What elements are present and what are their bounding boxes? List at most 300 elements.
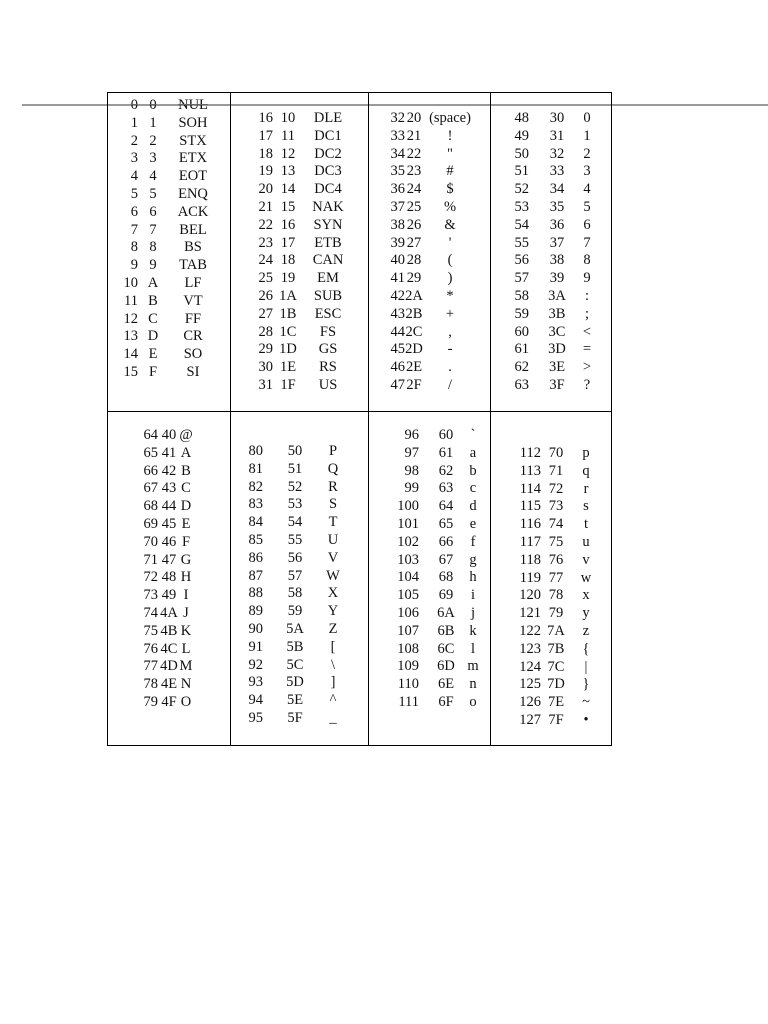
hex-value: 16 xyxy=(280,216,296,233)
decimal-value: 54 xyxy=(514,216,529,233)
table-row xyxy=(108,445,230,463)
decimal-value: 126 xyxy=(519,694,541,711)
cell-control-0-15 xyxy=(108,97,230,382)
hex-value: 31 xyxy=(549,127,565,144)
table-row xyxy=(491,235,613,253)
hex-value: 35 xyxy=(549,198,565,215)
table-row xyxy=(108,498,230,516)
decimal-value: 110 xyxy=(397,676,419,693)
decimal-value: 69 xyxy=(143,515,158,532)
table-row xyxy=(231,568,368,586)
decimal-value: 50 xyxy=(514,145,529,162)
hex-value: 0 xyxy=(149,97,157,113)
table-row xyxy=(491,146,613,164)
decimal-value: 84 xyxy=(248,514,263,531)
table-row xyxy=(491,252,613,270)
decimal-value: 53 xyxy=(514,198,529,215)
decimal-value: 14 xyxy=(123,346,138,363)
decimal-value: 44 xyxy=(390,323,405,340)
character-value: ~ xyxy=(582,694,590,711)
table-row xyxy=(108,694,230,712)
decimal-value: 100 xyxy=(397,498,419,515)
table-row xyxy=(369,288,490,306)
hex-value: 79 xyxy=(548,605,564,622)
decimal-value: 23 xyxy=(258,234,273,251)
character-value: " xyxy=(447,145,453,162)
cell-lower-96-111 xyxy=(369,427,490,712)
table-row xyxy=(369,694,490,712)
decimal-value: 91 xyxy=(248,638,263,655)
decimal-value: 26 xyxy=(258,287,273,304)
hex-value: 68 xyxy=(438,569,454,586)
hex-value: 8 xyxy=(149,239,157,256)
hex-value: 4E xyxy=(160,676,178,693)
character-value: BEL xyxy=(179,221,207,238)
hex-value: 36 xyxy=(549,216,565,233)
table-row xyxy=(491,534,613,552)
character-value: H xyxy=(180,569,192,586)
decimal-value: 35 xyxy=(390,163,405,180)
table-row xyxy=(369,181,490,199)
hex-value: 25 xyxy=(406,198,422,215)
table-row xyxy=(108,516,230,534)
character-value: . xyxy=(448,359,452,376)
hex-value: 3F xyxy=(549,376,565,393)
decimal-value: 60 xyxy=(514,323,529,340)
character-value: ETX xyxy=(178,150,208,167)
character-value: p xyxy=(582,445,590,461)
table-row xyxy=(231,341,368,359)
hex-value: 6C xyxy=(437,640,455,657)
decimal-value: 15 xyxy=(123,363,138,380)
character-value: K xyxy=(180,622,192,639)
decimal-value: 118 xyxy=(519,551,541,568)
character-value: ETB xyxy=(314,234,342,251)
hex-value: 17 xyxy=(280,234,296,251)
character-value: o xyxy=(469,693,477,710)
decimal-value: 56 xyxy=(514,252,529,269)
decimal-value: 104 xyxy=(397,569,419,586)
character-value: < xyxy=(582,323,592,340)
character-value: O xyxy=(180,693,192,710)
table-row xyxy=(369,359,490,377)
hex-value: 5F xyxy=(287,709,303,726)
table-row xyxy=(231,235,368,253)
decimal-value: 62 xyxy=(514,359,529,376)
character-value: v xyxy=(582,551,590,568)
table-row xyxy=(231,377,368,395)
decimal-value: 38 xyxy=(390,216,405,233)
table-row xyxy=(231,199,368,217)
hex-value: A xyxy=(147,274,159,291)
character-value: s xyxy=(583,498,589,515)
character-value: A xyxy=(180,444,192,461)
character-value: u xyxy=(582,533,590,550)
decimal-value: 13 xyxy=(123,328,138,345)
decimal-value: 88 xyxy=(248,585,263,602)
hex-value: 44 xyxy=(161,498,177,515)
table-row xyxy=(491,587,613,605)
cell-control-16-31 xyxy=(231,110,368,395)
decimal-value: 58 xyxy=(514,287,529,304)
character-value: ESC xyxy=(314,305,342,322)
character-value: SYN xyxy=(313,216,343,233)
hex-value: 21 xyxy=(406,127,422,144)
decimal-value: 99 xyxy=(404,480,419,497)
table-row xyxy=(369,341,490,359)
decimal-value: 0 xyxy=(130,97,138,113)
hex-value: E xyxy=(148,346,158,363)
decimal-value: 10 xyxy=(123,274,138,291)
decimal-value: 125 xyxy=(519,676,541,693)
decimal-value: 119 xyxy=(519,569,541,586)
table-row xyxy=(231,479,368,497)
decimal-value: 89 xyxy=(248,603,263,620)
hex-value: 7 xyxy=(149,221,157,238)
character-value: r xyxy=(583,480,589,497)
hex-value: 34 xyxy=(549,181,565,198)
hex-value: 63 xyxy=(438,480,454,497)
table-row xyxy=(231,550,368,568)
decimal-value: 124 xyxy=(519,658,541,675)
character-value: = xyxy=(582,341,592,358)
character-value: X xyxy=(327,585,339,602)
decimal-value: 66 xyxy=(143,462,158,479)
hex-value: 61 xyxy=(438,444,454,461)
character-value: t xyxy=(583,516,589,533)
table-row xyxy=(231,710,368,728)
table-row xyxy=(369,552,490,570)
hex-value: 5A xyxy=(286,620,304,637)
table-row xyxy=(231,532,368,550)
decimal-value: 93 xyxy=(248,674,263,691)
character-value: SO xyxy=(183,346,203,363)
table-row xyxy=(108,133,230,151)
hex-value: 48 xyxy=(161,569,177,586)
table-row xyxy=(491,199,613,217)
table-row xyxy=(369,623,490,641)
table-row xyxy=(231,324,368,342)
character-value: S xyxy=(328,496,338,513)
decimal-value: 19 xyxy=(258,163,273,180)
character-value: NUL xyxy=(178,97,208,113)
table-row xyxy=(108,552,230,570)
character-value: 0 xyxy=(583,110,591,126)
table-row xyxy=(369,516,490,534)
table-row xyxy=(231,443,368,461)
character-value: \ xyxy=(330,656,336,673)
decimal-value: 8 xyxy=(130,239,138,256)
hex-value: 20 xyxy=(406,110,422,126)
decimal-value: 63 xyxy=(514,376,529,393)
table-row xyxy=(231,692,368,710)
hex-value: 19 xyxy=(280,270,296,287)
hex-value: 3 xyxy=(149,150,157,167)
table-row xyxy=(108,97,230,115)
hex-value: 56 xyxy=(287,549,303,566)
decimal-value: 2 xyxy=(130,132,138,149)
hex-value: 7A xyxy=(547,622,565,639)
hex-value: D xyxy=(147,328,159,345)
hex-value: B xyxy=(148,292,158,309)
hex-value: 41 xyxy=(161,444,177,461)
character-value: ENQ xyxy=(178,185,208,202)
hex-value: 3E xyxy=(548,359,566,376)
hex-value: 3A xyxy=(548,287,566,304)
table-row xyxy=(108,150,230,168)
character-value: SI xyxy=(186,363,200,380)
hex-value: 32 xyxy=(549,145,565,162)
decimal-value: 74 xyxy=(143,604,158,621)
decimal-value: 92 xyxy=(248,656,263,673)
table-row xyxy=(369,427,490,445)
character-value: l xyxy=(470,640,476,657)
table-row xyxy=(369,498,490,516)
character-value: 4 xyxy=(583,181,591,198)
table-row xyxy=(231,585,368,603)
decimal-value: 22 xyxy=(258,216,273,233)
decimal-value: 70 xyxy=(143,533,158,550)
hex-value: 58 xyxy=(287,585,303,602)
table-row xyxy=(108,168,230,186)
character-value: q xyxy=(582,462,590,479)
hex-value: 57 xyxy=(287,567,303,584)
table-row xyxy=(369,270,490,288)
character-value: NAK xyxy=(312,198,344,215)
table-row xyxy=(491,359,613,377)
table-row xyxy=(108,311,230,329)
table-row xyxy=(491,516,613,534)
decimal-value: 85 xyxy=(248,531,263,548)
decimal-value: 27 xyxy=(258,305,273,322)
character-value: z xyxy=(582,622,590,639)
character-value: y xyxy=(582,605,590,622)
table-row xyxy=(369,306,490,324)
table-row xyxy=(369,324,490,342)
character-value: % xyxy=(443,198,457,215)
decimal-value: 90 xyxy=(248,620,263,637)
hex-value: 3C xyxy=(548,323,566,340)
hex-value: 6A xyxy=(437,604,455,621)
character-value: g xyxy=(469,551,477,568)
hex-value: 2E xyxy=(405,359,423,376)
table-row xyxy=(108,480,230,498)
hex-value: 2 xyxy=(149,132,157,149)
hex-value: 65 xyxy=(438,515,454,532)
hex-value: 72 xyxy=(548,480,564,497)
hex-value: 54 xyxy=(287,514,303,531)
hex-value: 59 xyxy=(287,603,303,620)
table-row xyxy=(491,128,613,146)
table-row xyxy=(231,496,368,514)
table-row xyxy=(369,163,490,181)
decimal-value: 55 xyxy=(514,234,529,251)
decimal-value: 52 xyxy=(514,181,529,198)
hex-value: 47 xyxy=(161,551,177,568)
hex-value: 24 xyxy=(406,181,422,198)
table-row xyxy=(491,181,613,199)
hex-value: 7B xyxy=(547,640,565,657)
decimal-value: 37 xyxy=(390,198,405,215)
table-row xyxy=(108,204,230,222)
hex-value: 7C xyxy=(547,658,565,675)
character-value: | xyxy=(584,658,588,675)
cell-upper-80-95 xyxy=(231,443,368,728)
character-value: : xyxy=(584,287,590,304)
decimal-value: 111 xyxy=(398,693,419,710)
decimal-value: 9 xyxy=(130,257,138,274)
decimal-value: 120 xyxy=(519,587,541,604)
character-value: * xyxy=(446,287,454,304)
hex-value: 26 xyxy=(406,216,422,233)
decimal-value: 25 xyxy=(258,270,273,287)
decimal-value: 34 xyxy=(390,145,405,162)
table-row xyxy=(108,569,230,587)
hex-value: 71 xyxy=(548,462,564,479)
character-value: _ xyxy=(329,709,337,726)
decimal-value: 96 xyxy=(404,427,419,443)
hex-value: 1B xyxy=(279,305,297,322)
hex-value: 33 xyxy=(549,163,565,180)
table-row xyxy=(369,658,490,676)
decimal-value: 1 xyxy=(130,114,138,131)
table-row xyxy=(231,657,368,675)
decimal-value: 127 xyxy=(519,711,541,728)
hex-value: 76 xyxy=(548,551,564,568)
character-value: j xyxy=(470,604,476,621)
decimal-value: 101 xyxy=(397,515,419,532)
decimal-value: 109 xyxy=(397,658,419,675)
table-row xyxy=(491,676,613,694)
hex-value: 28 xyxy=(406,252,422,269)
hex-value: 4 xyxy=(149,168,157,185)
table-row xyxy=(491,623,613,641)
decimal-value: 77 xyxy=(143,658,158,675)
table-row xyxy=(108,257,230,275)
decimal-value: 98 xyxy=(404,462,419,479)
decimal-value: 45 xyxy=(390,341,405,358)
decimal-value: 46 xyxy=(390,359,405,376)
decimal-value: 18 xyxy=(258,145,273,162)
decimal-value: 17 xyxy=(258,127,273,144)
decimal-value: 39 xyxy=(390,234,405,251)
table-row xyxy=(231,181,368,199)
decimal-value: 67 xyxy=(143,480,158,497)
hex-value: 53 xyxy=(287,496,303,513)
character-value: M xyxy=(179,658,193,675)
decimal-value: 16 xyxy=(258,110,273,126)
decimal-value: 80 xyxy=(248,443,263,459)
hex-value: 5E xyxy=(286,692,304,709)
character-value: b xyxy=(469,462,477,479)
character-value: , xyxy=(448,323,452,340)
character-value: US xyxy=(318,376,338,393)
decimal-value: 103 xyxy=(397,551,419,568)
character-value: i xyxy=(470,587,476,604)
hex-value: 2A xyxy=(405,287,423,304)
hex-value: 6 xyxy=(149,203,157,220)
decimal-value: 57 xyxy=(514,270,529,287)
character-value: ACK xyxy=(177,203,209,220)
decimal-value: 30 xyxy=(258,359,273,376)
character-value: DC3 xyxy=(314,163,342,180)
decimal-value: 114 xyxy=(519,480,541,497)
character-value: > xyxy=(582,359,592,376)
table-row xyxy=(491,694,613,712)
table-row xyxy=(491,641,613,659)
table-row xyxy=(491,481,613,499)
character-value: TAB xyxy=(179,257,207,274)
table-row xyxy=(369,252,490,270)
ascii-table xyxy=(107,92,612,746)
decimal-value: 42 xyxy=(390,287,405,304)
character-value: 2 xyxy=(583,145,591,162)
decimal-value: 82 xyxy=(248,478,263,495)
character-value: ) xyxy=(447,270,453,287)
hex-value: 45 xyxy=(161,515,177,532)
hex-value: 37 xyxy=(549,234,565,251)
decimal-value: 73 xyxy=(143,587,158,604)
character-value: CAN xyxy=(312,252,344,269)
character-value: SOH xyxy=(178,114,208,131)
character-value: { xyxy=(582,640,590,657)
character-value: DC1 xyxy=(314,127,342,144)
table-row xyxy=(231,674,368,692)
character-value: DC4 xyxy=(314,181,342,198)
table-row xyxy=(491,605,613,623)
character-value: ? xyxy=(583,376,591,393)
decimal-value: 117 xyxy=(519,533,541,550)
character-value: DLE xyxy=(313,110,343,126)
table-row xyxy=(369,128,490,146)
hex-value: 27 xyxy=(406,234,422,251)
hex-value: 78 xyxy=(548,587,564,604)
decimal-value: 28 xyxy=(258,323,273,340)
character-value: C xyxy=(181,480,191,497)
table-row xyxy=(369,676,490,694)
table-row xyxy=(491,570,613,588)
table-row xyxy=(491,659,613,677)
table-row xyxy=(108,605,230,623)
hex-value: 22 xyxy=(406,145,422,162)
table-row xyxy=(108,328,230,346)
hex-value: 14 xyxy=(280,181,296,198)
character-value: N xyxy=(180,676,192,693)
table-row xyxy=(369,445,490,463)
hex-value: 2B xyxy=(405,305,423,322)
decimal-value: 51 xyxy=(514,163,529,180)
decimal-value: 21 xyxy=(258,198,273,215)
character-value: k xyxy=(469,622,477,639)
character-value: - xyxy=(447,341,453,358)
character-value: CR xyxy=(183,328,203,345)
character-value: ] xyxy=(330,674,336,691)
table-row xyxy=(369,199,490,217)
character-value: E xyxy=(181,515,191,532)
character-value: ^ xyxy=(329,692,337,709)
table-row xyxy=(491,341,613,359)
character-value: 5 xyxy=(583,198,591,215)
table-row xyxy=(491,377,613,395)
character-value: P xyxy=(328,443,338,459)
hex-value: 1C xyxy=(279,323,297,340)
character-value: G xyxy=(180,551,192,568)
hex-value: 9 xyxy=(149,257,157,274)
table-row xyxy=(369,463,490,481)
hex-value: 5D xyxy=(286,674,304,691)
character-value: $ xyxy=(446,181,454,198)
hex-value: 2D xyxy=(405,341,423,358)
